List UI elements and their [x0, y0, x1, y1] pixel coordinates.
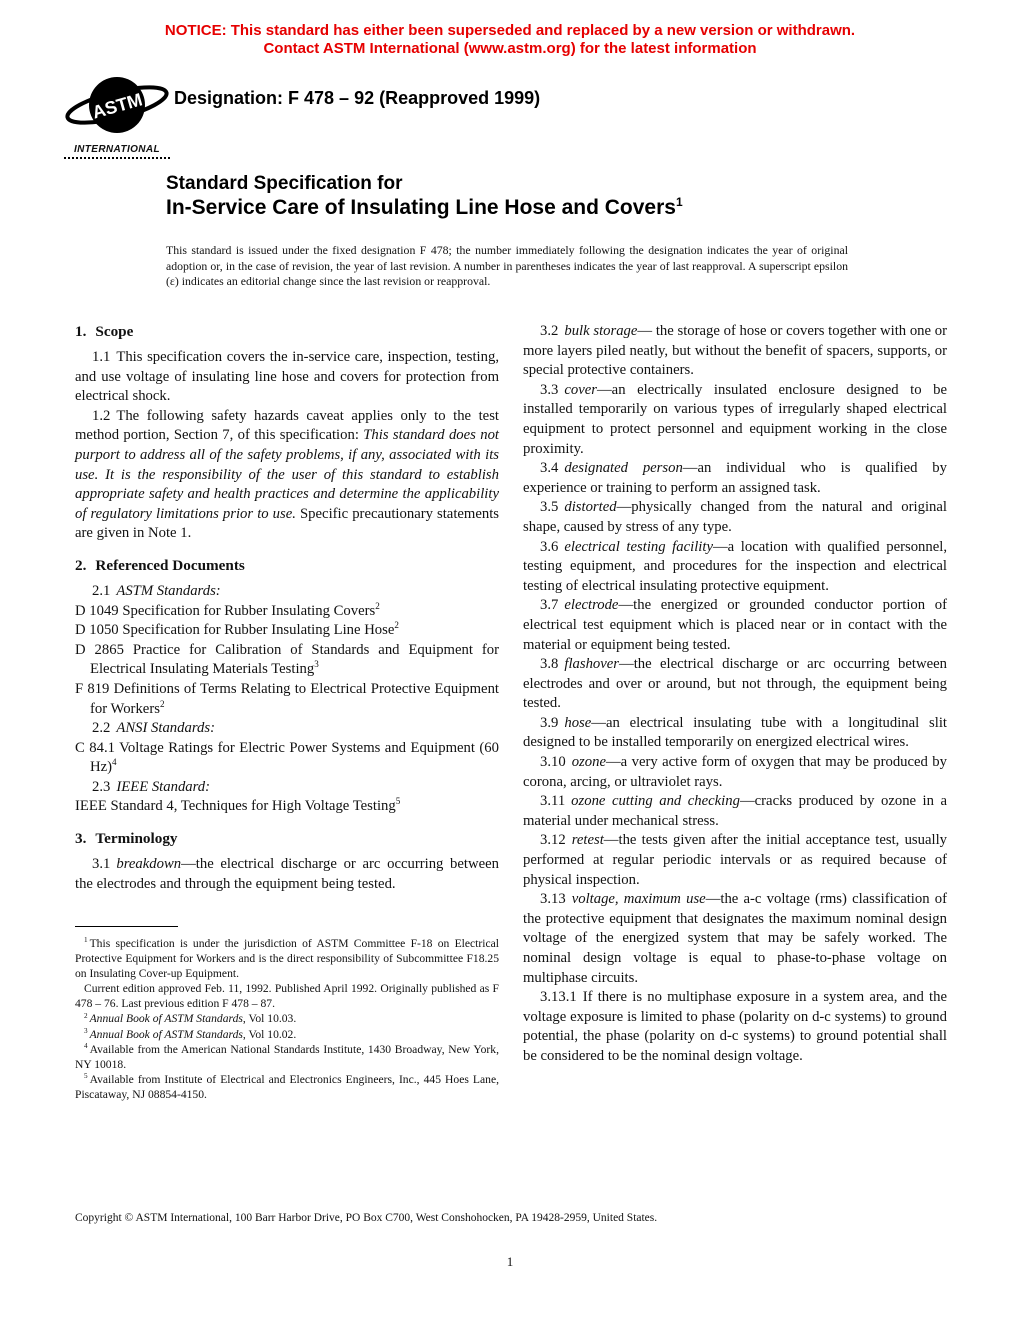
footnote-ref: 3: [314, 659, 319, 670]
reference-item: [75, 680, 499, 719]
supersession-notice: [0, 22, 1020, 57]
para-number: 3.13: [540, 891, 566, 908]
para-number: 3.1: [92, 856, 111, 873]
footnote-separator: [75, 926, 178, 927]
subsection-title: ANSI Standards:: [116, 720, 215, 737]
term: electrical testing facility: [564, 538, 713, 555]
footnote-1-continued: [75, 981, 499, 1011]
definition: —the a-c voltage (rms) classification of the protective equipment that designates the maximum nominal design voltage of the energized system that may be safely worked. The nominal design voltage is equal to phase-to-phase voltage on multiphase circuits.: [523, 891, 947, 986]
term: retest: [571, 832, 604, 849]
definition: —the energized or grounded conductor portion of electrical test equipment which is placed near or in contact with the material or equipment being tested.: [523, 597, 947, 653]
astm-logo-mark: [64, 72, 170, 138]
term: bulk storage: [564, 323, 638, 339]
footnote-ref: 4: [112, 757, 117, 768]
left-column: [75, 322, 499, 894]
para-number: 3.12: [540, 832, 566, 849]
para-number: 3.13.1: [540, 989, 577, 1006]
section-number: 3.: [75, 830, 87, 848]
section-number: 2.: [75, 556, 87, 574]
reference-item: [75, 602, 499, 622]
para-number: 3.2: [540, 323, 559, 339]
para-number: 1.1: [92, 349, 111, 365]
term-definition-3-11: [523, 792, 947, 831]
page-number: 1: [506, 1254, 514, 1269]
term-definition-3-13: [523, 890, 947, 988]
term: voltage, maximum use: [571, 891, 706, 908]
right-column: [523, 322, 947, 1067]
section-terminology-heading: [75, 829, 499, 848]
reference-item: [75, 797, 499, 817]
definition: If there is no multiphase exposure in a system area, and the voltage exposure is limited to phase (polarity on d-c systems) to ground potential, the phase (polarity on d-c systems) to ground potential shall be considered to be the nominal design voltage.: [523, 989, 947, 1064]
reference-text: D 2865 Practice for Calibration of Standards and Equipment for Electrical Insulating Materials Testing: [75, 641, 499, 678]
para-text-lead: The following safety hazards caveat applies only to the test method portion, Section 7, of this specification:: [75, 407, 499, 444]
footnote-number: 2: [84, 1011, 88, 1020]
term: electrode: [564, 597, 619, 614]
term-definition-3-13-1: [523, 988, 947, 1066]
term-definition-3-5: [523, 498, 947, 537]
footnote-number: 4: [84, 1041, 88, 1050]
para-number: 3.6: [540, 538, 559, 555]
term-definition-3-3: [523, 381, 947, 459]
para-text-tail: Specific precautionary statements are given in Note 1.: [75, 505, 500, 542]
section-title: Referenced Documents: [95, 556, 245, 574]
para-number: 2.1: [92, 582, 111, 599]
reference-text: F 819 Definitions of Terms Relating to Electrical Protective Equipment for Workers: [75, 680, 499, 717]
footnote-ref: 5: [395, 796, 401, 807]
footnote-text: , Vol 10.02.: [242, 1027, 297, 1041]
footnote-ref: 2: [159, 698, 165, 709]
term: hose: [564, 714, 592, 731]
issuance-note: This standard is issued under the fixed designation F 478; the number immediately following the designation indicates the year of original adoption or, in the case of revision, the year of last revision. A number in parentheses indicates the year of last reapproval. A superscript epsilon (ε) indicates an editorial change since the last revision or reapproval.: [166, 243, 848, 289]
para-number: 3.9: [540, 714, 559, 731]
section-referenced-documents-heading: [75, 556, 499, 575]
definition: —an individual who is qualified by experience or training to perform an assigned task.: [523, 460, 947, 496]
term-definition-3-6: [523, 538, 947, 597]
notice-line-2: Contact ASTM International (www.astm.org) for the latest information: [263, 39, 757, 57]
reference-text: C 84.1 Voltage Ratings for Electric Power Systems and Equipment (60 Hz): [75, 739, 499, 776]
reference-text: D 1050 Specification for Rubber Insulating Line Hose: [75, 622, 395, 639]
footnote-text-italic: Annual Book of ASTM Standards: [89, 1027, 243, 1041]
document-title: [166, 172, 683, 221]
term-definition-3-2: [523, 322, 947, 381]
footnote-text: This specification is under the jurisdiction of ASTM Committee F-18 on Electrical Protective Equipment for Workers and is the direct responsibility of Subcommittee F18.25 on Insulating Cover-up Equipment.: [75, 937, 499, 981]
designation-code: F 478 – 92 (Reapproved 1999): [288, 88, 541, 108]
para-number: 3.3: [540, 381, 559, 398]
reference-item: [75, 621, 499, 641]
footnote-1: [75, 936, 499, 981]
para-number: 3.8: [540, 656, 559, 673]
footnote-5: [75, 1072, 499, 1102]
para-text: This specification covers the in-service care, inspection, testing, and use voltage of insulating line hose and covers for protection from electrical shock.: [75, 349, 499, 405]
para-number: 2.3: [92, 778, 111, 795]
title-line-2: [166, 195, 683, 221]
term: ozone: [571, 754, 606, 771]
footnote-text: , Vol 10.03.: [242, 1012, 297, 1026]
reference-text: D 1049 Specification for Rubber Insulating Covers: [75, 602, 376, 619]
copyright-line: Copyright © ASTM International, 100 Barr Harbor Drive, PO Box C700, West Conshohocken, PA 19428-2959, United States.: [75, 1212, 658, 1224]
definition: —the tests given after the initial acceptance test, usually performed at regular periodic intervals or as required because of physical inspection.: [523, 832, 947, 888]
footnote-text-italic: Annual Book of ASTM Standards: [89, 1012, 243, 1026]
para-number: 3.5: [540, 499, 559, 516]
definition: — the storage of hose or covers together with one or more layers piled neatly, but without the benefit of spacers, supports, or special protective containers.: [523, 323, 947, 379]
term-definition-3-12: [523, 831, 947, 890]
reference-item: [75, 739, 499, 778]
designation-line: [174, 88, 540, 109]
subsection-title: ASTM Standards:: [116, 582, 221, 599]
definition: —the electrical discharge or arc occurring between electrodes and over or around, but not through, the equipment being tested.: [523, 656, 947, 712]
footnote-3: [75, 1027, 499, 1042]
section-number: 1.: [75, 323, 87, 340]
footnote-number: 1: [84, 936, 88, 945]
term-definition-3-4: [523, 459, 947, 498]
definition: —the electrical discharge or arc occurring between the electrodes and through the equipment being tested.: [75, 856, 499, 892]
term: ozone cutting and checking: [571, 793, 740, 810]
footnotes-block: [75, 926, 499, 1102]
title-line-2-text: In-Service Care of Insulating Line Hose and Covers: [166, 196, 676, 219]
footnote-number: 3: [84, 1026, 88, 1035]
astm-logo-acronym: ASTM: [90, 89, 145, 123]
term-definition-3-1: [75, 855, 499, 894]
term: distorted: [564, 499, 617, 516]
title-footnote-ref: 1: [675, 195, 683, 209]
term-definition-3-10: [523, 753, 947, 792]
para-number: 3.11: [540, 793, 566, 810]
footnote-2: [75, 1011, 499, 1026]
para-number: 3.10: [540, 754, 566, 771]
footnote-text: Available from Institute of Electrical and Electronics Engineers, Inc., 445 Hoes Lane, Piscataway, NJ 08854-4150.: [75, 1072, 499, 1101]
definition: —an electrically insulated enclosure designed to be installed temporarily on various types of irregularly shaped electrical equipment to protect personnel and equipment working in the close proximity.: [523, 381, 947, 457]
term: designated person: [564, 460, 683, 477]
section-title: Scope: [95, 323, 134, 340]
footnote-number: 5: [84, 1071, 88, 1080]
section-scope-heading: [75, 322, 499, 341]
reference-item: [75, 641, 499, 680]
para-text-caveat: This standard does not purport to address all of the safety problems, if any, associated with its use. It is the responsibility of the user of this standard to establish appropriate safety and health practices and determine the applicability of regulatory limitations prior to use.: [75, 427, 500, 522]
footnote-text: Available from the American National Standards Institute, 1430 Broadway, New York, NY 10018.: [75, 1042, 499, 1071]
term: cover: [564, 381, 597, 398]
para-1-2: [75, 407, 499, 544]
astm-logo-international-label: INTERNATIONAL: [64, 144, 170, 159]
definition: —a very active form of oxygen that may be produced by corona, arcing, or ultraviolet rays.: [523, 754, 947, 790]
astm-logo: [64, 72, 170, 159]
footnote-4: [75, 1042, 499, 1072]
footnote-ref: 2: [375, 600, 380, 611]
definition: —cracks produced by ozone in a material under mechanical stress.: [523, 793, 947, 829]
definition: —an electrical insulating tube with a longitudinal slit designed to be installed temporarily on energized electrical wires.: [523, 714, 947, 751]
term-definition-3-8: [523, 655, 947, 714]
para-number: 2.2: [92, 720, 111, 737]
notice-line-1: NOTICE: This standard has either been superseded and replaced by a new version or withdrawn.: [164, 22, 856, 39]
subsection-title: IEEE Standard:: [116, 778, 211, 795]
subsection-2-1: [75, 582, 499, 602]
designation-label: Designation:: [174, 88, 284, 108]
term-definition-3-7: [523, 596, 947, 655]
term-definition-3-9: [523, 714, 947, 753]
footnote-text: Current edition approved Feb. 11, 1992. Published April 1992. Originally published as F 478 – 76. Last previous edition F 478 – 87.: [75, 982, 499, 1011]
title-line-1: Standard Specification for: [166, 173, 403, 194]
para-number: 3.7: [540, 597, 559, 614]
section-title: Terminology: [95, 830, 178, 848]
para-number: 3.4: [540, 460, 559, 477]
term: breakdown: [116, 856, 182, 873]
subsection-2-3: [75, 778, 499, 798]
definition: —a location with qualified personnel, testing equipment, and procedures for the inspection and electrical testing of electrical insulating protective equipment.: [523, 538, 947, 594]
para-number: 1.2: [92, 407, 111, 424]
para-1-1: [75, 348, 499, 407]
footnote-ref: 2: [394, 620, 399, 631]
subsection-2-2: [75, 719, 499, 739]
term: flashover: [564, 656, 620, 673]
reference-text: IEEE Standard 4, Techniques for High Voltage Testing: [75, 798, 396, 815]
definition: —physically changed from the natural and original shape, caused by stress of any type.: [523, 499, 947, 535]
